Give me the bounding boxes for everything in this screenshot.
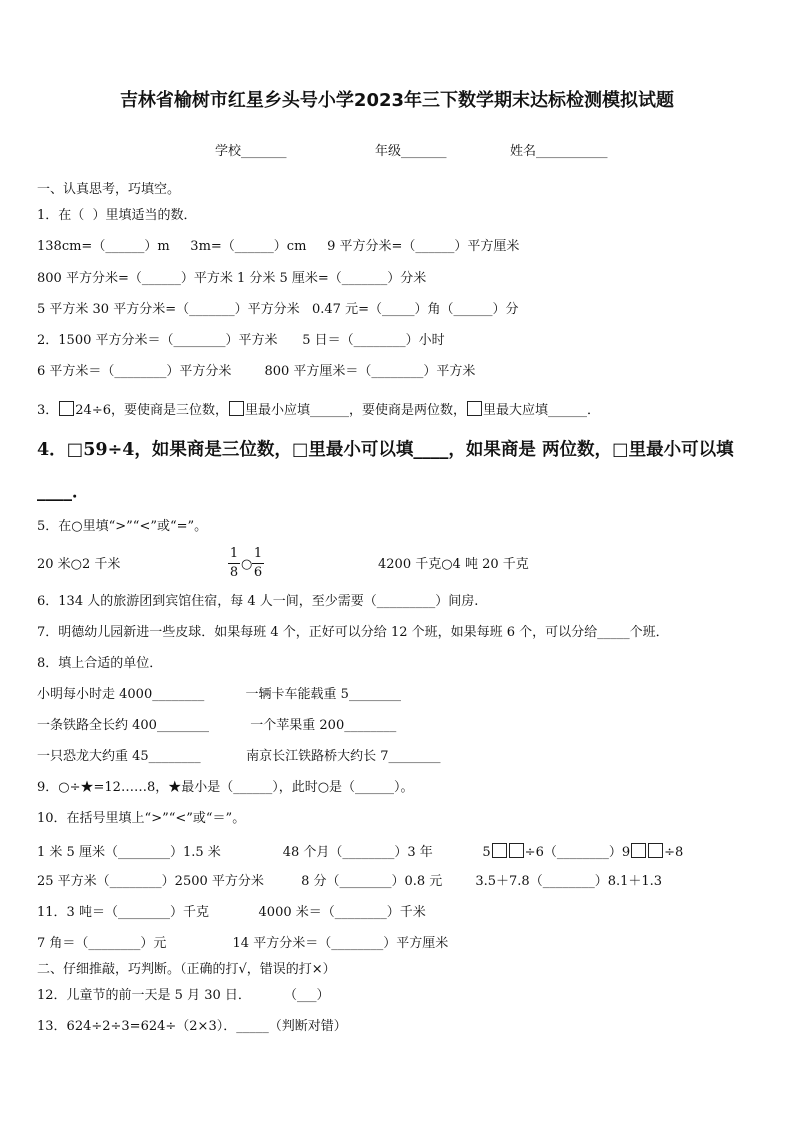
page-title: 吉林省榆树市红星乡头号小学2023年三下数学期末达标检测模拟试题 [119, 90, 675, 111]
blank-box [509, 843, 524, 858]
numerator: 1 [253, 546, 263, 561]
question-10-line-a-part-3: ÷8 [664, 845, 684, 860]
question-7: 7．明德幼儿园新进一些皮球．如果每班 4 个，正好可以分给 12 个班，如果每班 6 个，可以分给_____个班． [37, 625, 669, 640]
question-5-compare-c: 4200 千克○4 吨 20 千克 [378, 557, 529, 572]
question-1-line-b: 800 平方分米=（______）平方米 1 分米 5 厘米=（_______）分米 [37, 271, 427, 286]
numerator: 1 [229, 546, 239, 561]
question-8-line-a: 小明每小时走 4000________ 一辆卡车能载重 5________ [37, 687, 401, 702]
question-11-line-b: 7 角＝（________）元 14 平方分米＝（________）平方厘米 [37, 936, 449, 951]
question-3-number: 3． [37, 403, 59, 418]
question-10-line-a-part-1: 1 米 5 厘米（________）1.5 米 48 个月（________）3 年 5 [37, 845, 491, 860]
question-5-compare-a: 20 米○2 千米 [37, 557, 121, 572]
question-3-part-3: 里最大应填______． [483, 403, 601, 418]
question-13: 13．624÷2÷3=624÷（2×3）．_____（判断对错） [37, 1019, 347, 1034]
blank-box [467, 401, 482, 416]
section-1-heading: 一、认真思考，巧填空。 [37, 182, 181, 197]
question-6: 6．134 人的旅游团到宾馆住宿，每 4 人一间，至少需要（_________）间房. [37, 594, 479, 609]
denominator: 6 [253, 565, 263, 580]
question-2-line-a: 2．1500 平方分米＝（________）平方米 5 日＝（________）小时 [37, 333, 445, 348]
question-10-line-a [37, 843, 683, 861]
blank-box [631, 843, 646, 858]
question-8-line-b: 一条铁路全长约 400________ 一个苹果重 200________ [37, 718, 397, 733]
question-12: 12．儿童节的前一天是 5 月 30 日． （___） [37, 988, 330, 1003]
question-4-line-a: 4．□59÷4，如果商是三位数，□里最小可以填____，如果商是 两位数，□里最小可以填 [37, 440, 734, 460]
blank-box [492, 843, 507, 858]
school-field: 学校_______ [215, 144, 287, 159]
question-8-line-c: 一只恐龙大约重 45________ 南京长江铁路桥大约长 7________ [37, 749, 441, 764]
question-1-line-a: 138cm=（______）m 3m=（______）cm 9 平方分米=（______）平方厘米 [37, 239, 520, 254]
question-8: 8．填上合适的单位． [37, 656, 163, 671]
question-1: 1．在（ ）里填适当的数． [37, 208, 197, 223]
denominator: 8 [229, 565, 239, 580]
blank-box [59, 401, 74, 416]
question-4-line-b: ____． [37, 482, 90, 502]
question-11-line-a: 11．3 吨＝（________）千克 4000 米＝（________）千米 [37, 905, 426, 920]
question-1-line-c: 5 平方米 30 平方分米=（_______）平方分米 0.47 元=（_____）角（______）分 [37, 302, 519, 317]
question-9: 9．○÷★=12……8，★最小是（______），此时○是（______）。 [37, 780, 414, 795]
fraction-bar [228, 563, 240, 564]
fraction-one-eighth [228, 546, 240, 581]
question-10: 10．在括号里填上“>”“<”或“＝”。 [37, 811, 246, 826]
question-10-line-a-part-2: ÷6（________）9 [524, 845, 631, 860]
blank-box [648, 843, 663, 858]
question-2-line-b: 6 平方米＝（________）平方分米 800 平方厘米＝（________）平方米 [37, 364, 476, 379]
question-3-part-1: 24÷6，要使商是三位数， [75, 403, 228, 418]
question-3-part-2: 里最小应填______，要使商是两位数， [245, 403, 467, 418]
name-field: 姓名___________ [510, 144, 608, 159]
question-3 [37, 401, 600, 419]
fraction-bar [252, 563, 264, 564]
section-2-heading: 二、仔细推敲，巧判断。（正确的打√，错误的打×） [37, 962, 336, 977]
compare-circle: ○ [241, 557, 253, 572]
fraction-one-sixth [252, 546, 264, 581]
grade-field: 年级_______ [375, 144, 447, 159]
question-5: 5．在○里填“>”“<”或“=”。 [37, 519, 208, 534]
blank-box [229, 401, 244, 416]
question-10-line-b: 25 平方米（________）2500 平方分米 8 分（________）0.8 元 3.5＋7.8（________）8.1＋1.3 [37, 874, 663, 889]
